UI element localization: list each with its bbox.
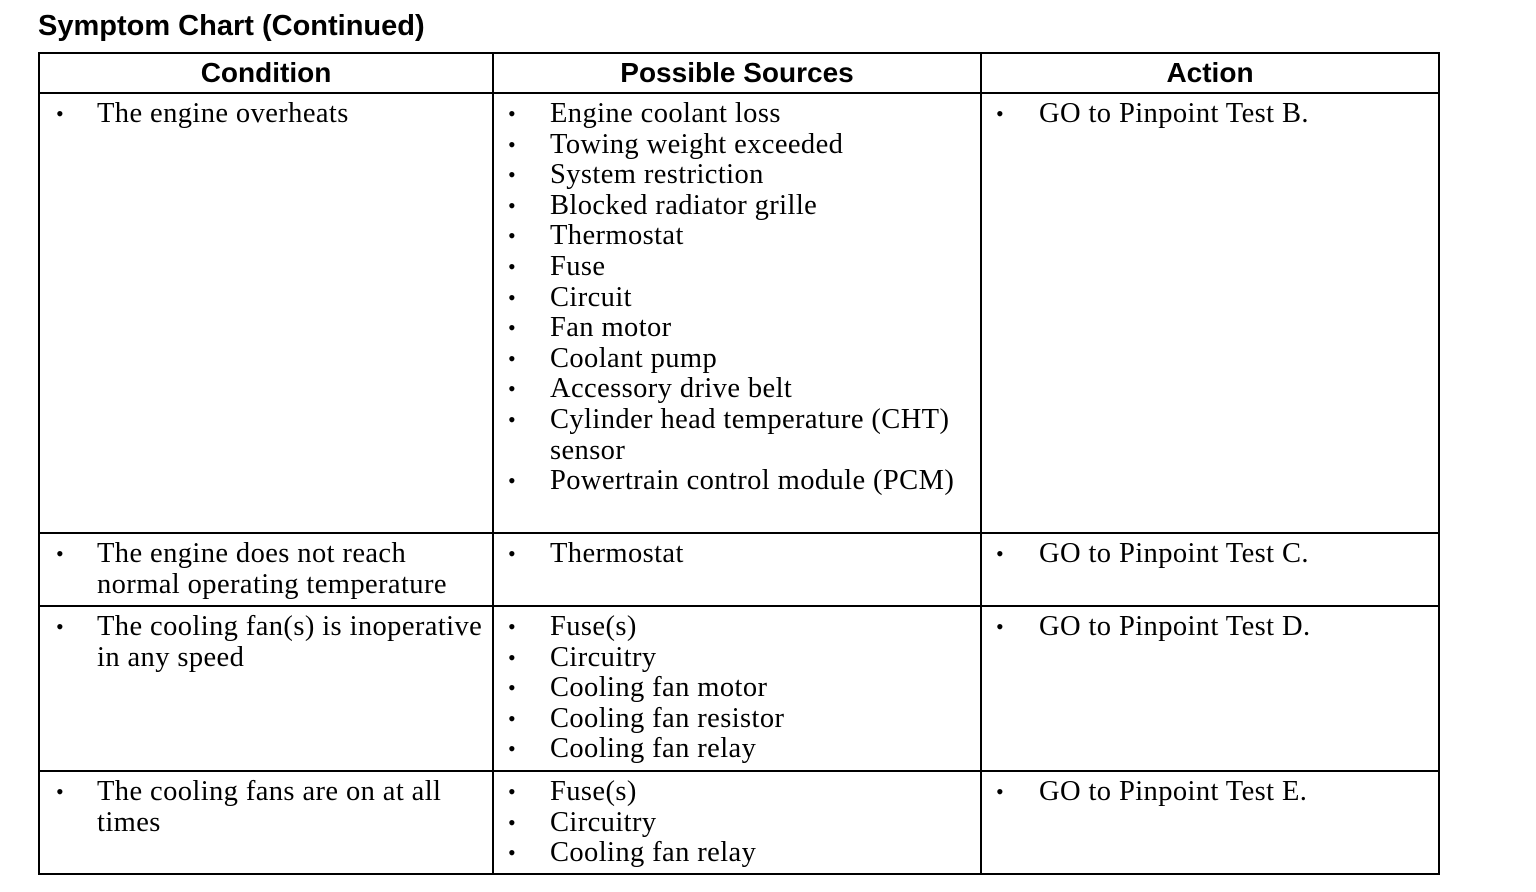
source-text: Circuitry xyxy=(550,641,657,673)
bullet-icon: • xyxy=(508,223,517,249)
bullet-icon: • xyxy=(508,162,517,188)
source-item xyxy=(494,808,980,839)
action-cell xyxy=(981,533,1439,606)
source-text: Thermostat xyxy=(550,220,684,252)
action-item xyxy=(982,612,1438,643)
column-header-action: Action xyxy=(981,53,1439,93)
source-text: Fan motor xyxy=(550,312,672,344)
bullet-icon: • xyxy=(508,406,517,432)
action-item xyxy=(982,539,1438,570)
action-item xyxy=(982,777,1438,808)
table-row xyxy=(39,771,1439,874)
bullet-icon: • xyxy=(508,809,517,835)
source-item xyxy=(494,612,980,643)
source-item xyxy=(494,191,980,222)
bullet-icon: • xyxy=(996,541,1005,566)
condition-text: The engine overheats xyxy=(97,98,349,129)
bullet-icon: • xyxy=(996,779,1005,804)
action-text: GO to Pinpoint Test C. xyxy=(1039,538,1309,569)
action-text: GO to Pinpoint Test E. xyxy=(1039,776,1308,807)
source-item xyxy=(494,130,980,161)
condition-text: The engine does not reach normal operating temperature xyxy=(97,538,447,600)
table-row xyxy=(39,533,1439,606)
action-cell xyxy=(981,606,1439,771)
condition-item xyxy=(40,99,492,130)
source-text: Fuse(s) xyxy=(550,611,637,642)
source-item xyxy=(494,734,980,765)
possible-sources-cell xyxy=(493,771,981,874)
action-text: GO to Pinpoint Test D. xyxy=(1039,611,1311,642)
bullet-icon: • xyxy=(508,541,517,566)
bullet-icon: • xyxy=(508,315,517,341)
source-text: Coolant pump xyxy=(550,342,718,374)
bullet-icon: • xyxy=(508,736,517,762)
source-text: Cooling fan relay xyxy=(550,733,757,765)
possible-sources-cell xyxy=(493,606,981,771)
condition-item xyxy=(40,612,492,673)
condition-item xyxy=(40,539,492,600)
bullet-icon: • xyxy=(56,541,65,566)
source-item xyxy=(494,673,980,704)
bullet-icon: • xyxy=(508,468,517,494)
column-header-condition: Condition xyxy=(39,53,493,93)
source-text: Powertrain control module (PCM) xyxy=(550,465,955,497)
table-header-row xyxy=(39,53,1439,93)
source-text: Cylinder head temperature (CHT) sensor xyxy=(550,403,950,466)
condition-cell xyxy=(39,606,493,771)
source-item xyxy=(494,252,980,283)
source-item xyxy=(494,643,980,674)
bullet-icon: • xyxy=(508,614,517,639)
condition-cell xyxy=(39,771,493,874)
source-text: Blocked radiator grille xyxy=(550,189,818,221)
source-text: Fuse(s) xyxy=(550,776,637,807)
possible-sources-cell xyxy=(493,533,981,606)
source-text: Cooling fan motor xyxy=(550,672,768,704)
source-item xyxy=(494,313,980,344)
page-title: Symptom Chart (Continued) xyxy=(38,10,425,42)
bullet-icon: • xyxy=(508,192,517,218)
source-item xyxy=(494,466,980,497)
bullet-icon: • xyxy=(508,253,517,279)
bullet-icon: • xyxy=(508,284,517,310)
condition-text: The cooling fans are on at all times xyxy=(97,776,442,838)
source-text: Thermostat xyxy=(550,538,684,569)
column-header-possible-sources: Possible Sources xyxy=(493,53,981,93)
bullet-icon: • xyxy=(996,614,1005,639)
source-text: Accessory drive belt xyxy=(550,373,793,405)
table-row xyxy=(39,606,1439,771)
bullet-icon: • xyxy=(56,614,65,639)
action-text: GO to Pinpoint Test B. xyxy=(1039,98,1309,129)
action-item xyxy=(982,99,1438,130)
action-cell xyxy=(981,771,1439,874)
symptom-chart-table xyxy=(38,52,1440,875)
source-item xyxy=(494,344,980,375)
bullet-icon: • xyxy=(508,345,517,371)
bullet-icon: • xyxy=(996,101,1005,126)
source-item xyxy=(494,160,980,191)
source-item xyxy=(494,777,980,808)
bullet-icon: • xyxy=(56,101,65,126)
bullet-icon: • xyxy=(56,779,65,804)
source-text: Circuit xyxy=(550,281,632,313)
source-item xyxy=(494,704,980,735)
source-item xyxy=(494,99,980,130)
source-item xyxy=(494,283,980,314)
source-text: Circuitry xyxy=(550,806,657,838)
condition-text: The cooling fan(s) is inoperative in any speed xyxy=(97,611,483,673)
table-row xyxy=(39,93,1439,533)
source-text: Engine coolant loss xyxy=(550,98,781,129)
action-cell xyxy=(981,93,1439,533)
bullet-icon: • xyxy=(508,840,517,866)
source-item xyxy=(494,405,980,466)
source-item xyxy=(494,221,980,252)
bullet-icon: • xyxy=(508,131,517,157)
condition-item xyxy=(40,777,492,838)
bullet-icon: • xyxy=(508,705,517,731)
source-item xyxy=(494,838,980,869)
bullet-icon: • xyxy=(508,779,517,804)
source-text: Cooling fan resistor xyxy=(550,702,785,734)
source-item xyxy=(494,539,980,570)
bullet-icon: • xyxy=(508,675,517,701)
source-text: Towing weight exceeded xyxy=(550,128,844,160)
source-text: Cooling fan relay xyxy=(550,837,757,869)
source-text: Fuse xyxy=(550,250,606,282)
condition-cell xyxy=(39,93,493,533)
bullet-icon: • xyxy=(508,644,517,670)
bullet-icon: • xyxy=(508,101,517,126)
possible-sources-cell xyxy=(493,93,981,533)
source-item xyxy=(494,374,980,405)
source-text: System restriction xyxy=(550,159,764,191)
bullet-icon: • xyxy=(508,376,517,402)
condition-cell xyxy=(39,533,493,606)
